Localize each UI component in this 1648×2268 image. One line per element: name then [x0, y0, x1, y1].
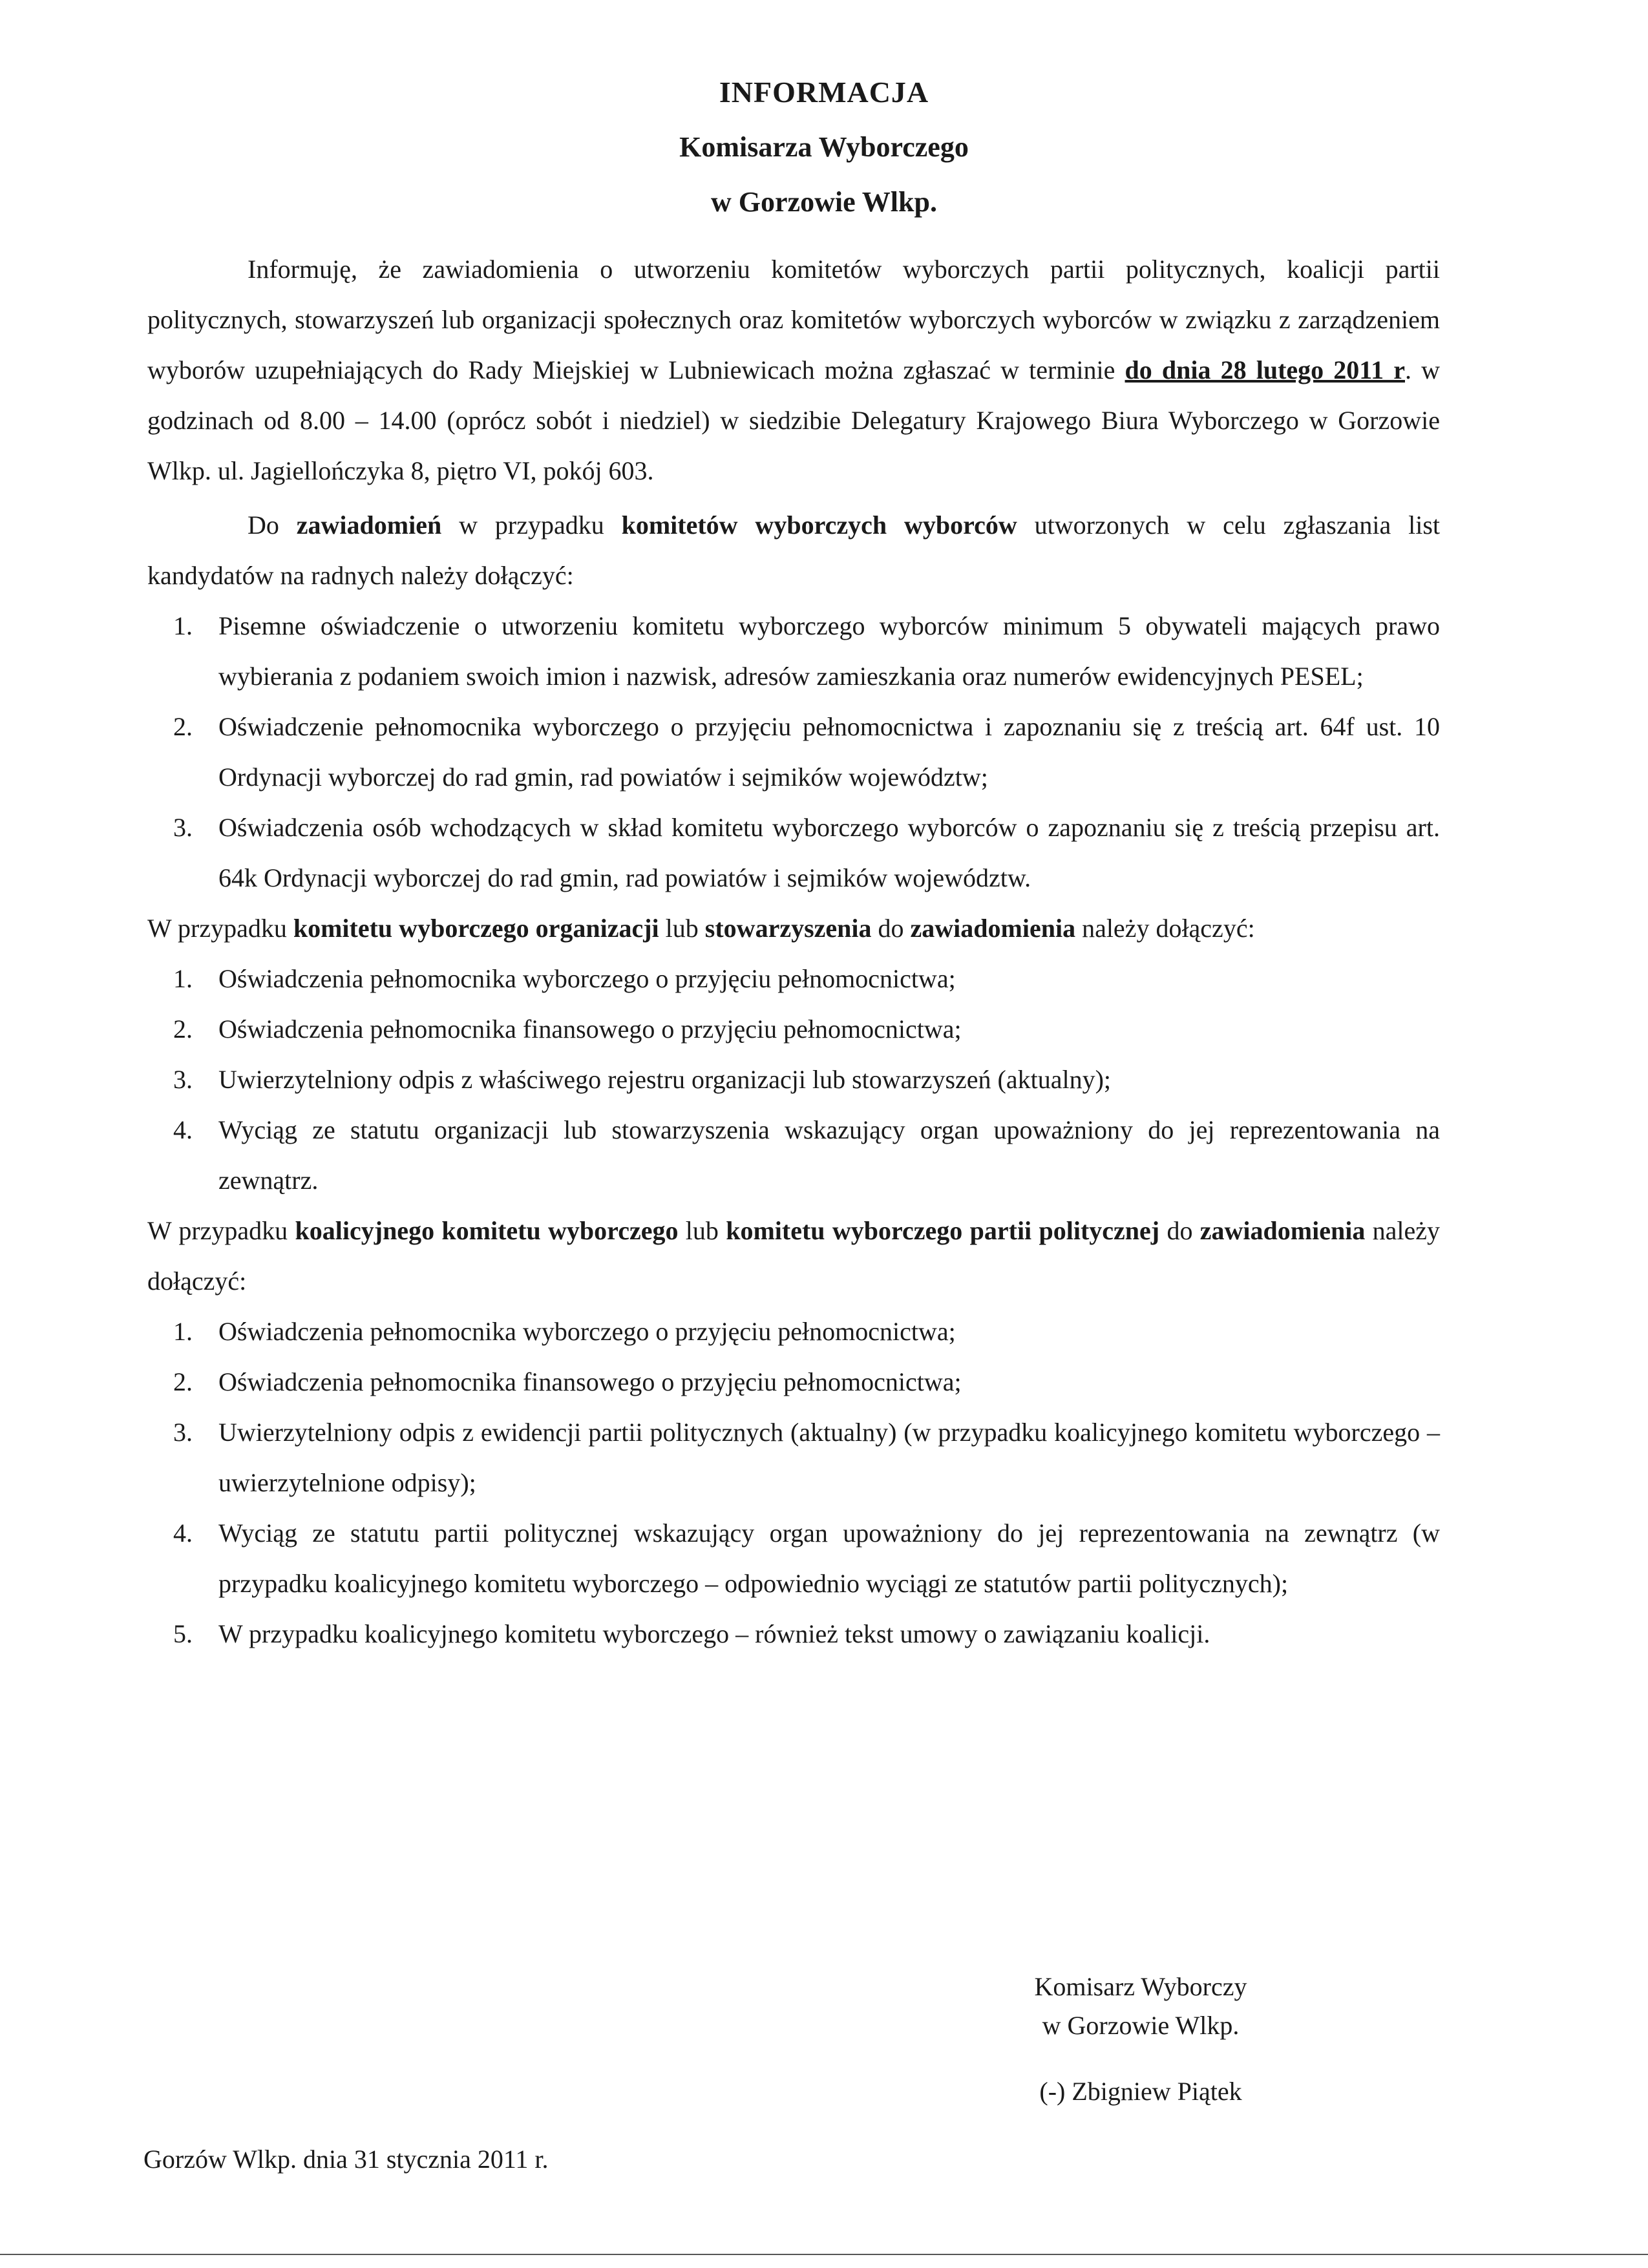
section1-bold-1: zawiadomień — [296, 510, 442, 540]
section1-text-2: w przypadku — [441, 510, 622, 540]
list-item — [147, 1004, 1440, 1055]
document-title: INFORMACJA — [719, 76, 929, 109]
section3-bold-3: zawiadomienia — [1199, 1216, 1366, 1245]
section2-text-4: należy dołączyć: — [1075, 914, 1255, 943]
section1-text-3: utworzonych w celu zgłaszania list kandydatów na radnych należy dołączyć: — [147, 510, 1441, 590]
list-item-text: Oświadczenia pełnomocnika wyborczego o przyjęciu pełnomocnictwa; — [218, 1317, 956, 1346]
list-item-number: 4. — [173, 1518, 193, 1548]
section3-bold-1: koalicyjnego komitetu wyborczego — [295, 1216, 679, 1245]
section1-bold-2: komitetów wyborczych wyborców — [621, 510, 1017, 540]
section2-bold-1: komitetu wyborczego organizacji — [293, 914, 659, 943]
list-item-number: 2. — [173, 1367, 193, 1396]
intro-paragraph — [147, 244, 1440, 496]
section3-text-2: lub — [678, 1216, 726, 1245]
section2-text-3: do — [871, 914, 911, 943]
section1-list — [147, 601, 1440, 903]
section3-text-1: W przypadku — [147, 1216, 295, 1245]
signature-name: (-) Zbigniew Piątek — [1039, 2077, 1242, 2106]
section3-text-4: należy dołączyć: — [147, 1216, 1441, 1296]
list-item-text: Oświadczenie pełnomocnika wyborczego o przyjęciu pełnomocnictwa i zapoznaniu się z treścią art. 64f ust. 10 Ordynacji wyborczej do rad gmin, rad powiatów i sejmików województw; — [218, 712, 1440, 792]
signature-block — [1005, 1968, 1276, 2111]
list-item — [147, 1508, 1440, 1609]
list-item-number: 2. — [173, 712, 193, 741]
section3-intro — [147, 1206, 1440, 1307]
section2-bold-2: stowarzyszenia — [704, 914, 872, 943]
page-edge-line — [0, 2254, 1648, 2255]
list-item-text: Wyciąg ze statutu organizacji lub stowarzyszenia wskazujący organ upoważniony do jej reprezentowania na zewnątrz. — [218, 1115, 1440, 1195]
section2-text-2: lub — [659, 914, 705, 943]
list-item — [147, 954, 1440, 1004]
list-item-number: 3. — [173, 813, 193, 842]
list-item-text: Oświadczenia pełnomocnika wyborczego o przyjęciu pełnomocnictwa; — [218, 964, 956, 993]
section3-bold-2: komitetu wyborczego partii politycznej — [726, 1216, 1160, 1245]
signature-place: w Gorzowie Wlkp. — [1042, 2011, 1240, 2040]
list-item-text: Uwierzytelniony odpis z właściwego rejestru organizacji lub stowarzyszeń (aktualny); — [218, 1065, 1112, 1094]
section3-text-3: do — [1159, 1216, 1200, 1245]
list-item-number: 3. — [173, 1418, 193, 1447]
list-item — [147, 1105, 1440, 1206]
list-item-number: 5. — [173, 1619, 193, 1648]
list-item — [147, 1055, 1440, 1105]
document-subtitle: Komisarza Wyborczego — [679, 131, 969, 163]
list-item-number: 1. — [173, 1317, 193, 1346]
list-item-number: 4. — [173, 1115, 193, 1144]
document-body — [147, 244, 1440, 1659]
document-location: w Gorzowie Wlkp. — [711, 186, 937, 218]
document-date: Gorzów Wlkp. dnia 31 stycznia 2011 r. — [143, 2145, 549, 2174]
list-item-text: Oświadczenia osób wchodzących w skład komitetu wyborczego wyborców o zapoznaniu się z treścią przepisu art. 64k Ordynacji wyborczej do rad gmin, rad powiatów i sejmików województw. — [218, 813, 1440, 892]
list-item-text: Wyciąg ze statutu partii politycznej wskazujący organ upoważniony do jej reprezentowania na zewnątrz (w przypadku koalicyjnego komitetu wyborczego – odpowiednio wyciągi ze statutów partii politycznych); — [218, 1518, 1440, 1598]
list-item — [147, 803, 1440, 903]
section2-text-1: W przypadku — [147, 914, 293, 943]
list-item-number: 2. — [173, 1014, 193, 1044]
list-item-number: 1. — [173, 964, 193, 993]
signature-title: Komisarz Wyborczy — [1034, 1972, 1247, 2001]
list-item — [147, 702, 1440, 803]
section3-list — [147, 1307, 1440, 1659]
section2-list — [147, 954, 1440, 1206]
list-item — [147, 601, 1440, 702]
list-item — [147, 1307, 1440, 1357]
deadline-date: do dnia 28 lutego 2011 r — [1125, 355, 1405, 384]
intro-text-1: Informuję, że zawiadomienia o utworzeniu komitetów wyborczych partii politycznych, koalicji partii politycznych, stowarzyszeń lub organizacji społecznych oraz komitetów wyborczych wyborców w związku z zarządzeniem wyborów uzupełniających do Rady Miejskiej w Lubniewicach można zgłaszać w terminie — [147, 255, 1440, 384]
section2-intro — [147, 903, 1440, 954]
list-item-text: W przypadku koalicyjnego komitetu wyborczego – również tekst umowy o zawiązaniu koalicji. — [218, 1619, 1210, 1648]
section1-intro — [147, 500, 1440, 601]
intro-text-2: . w godzinach od 8.00 – 14.00 (oprócz sobót i niedziel) w siedzibie Delegatury Krajowego Biura Wyborczego w Gorzowie Wlkp. ul. Jagiellończyka 8, piętro VI, pokój 603. — [147, 355, 1440, 485]
list-item — [147, 1357, 1440, 1407]
list-item-text: Pisemne oświadczenie o utworzeniu komitetu wyborczego wyborców minimum 5 obywateli mających prawo wybierania z podaniem swoich imion i nazwisk, adresów zamieszkania oraz numerów ewidencyjnych PESEL; — [218, 611, 1440, 691]
list-item-text: Oświadczenia pełnomocnika finansowego o przyjęciu pełnomocnictwa; — [218, 1367, 962, 1396]
document-header — [0, 65, 1648, 229]
section2-bold-3: zawiadomienia — [910, 914, 1076, 943]
list-item-number: 3. — [173, 1065, 193, 1094]
list-item-text: Oświadczenia pełnomocnika finansowego o przyjęciu pełnomocnictwa; — [218, 1014, 962, 1044]
list-item — [147, 1407, 1440, 1508]
list-item-text: Uwierzytelniony odpis z ewidencji partii politycznych (aktualny) (w przypadku koalicyjnego komitetu wyborczego – uwierzytelnione odpisy); — [218, 1418, 1440, 1497]
list-item — [147, 1609, 1440, 1659]
section1-text-1: Do — [248, 510, 297, 540]
list-item-number: 1. — [173, 611, 193, 640]
